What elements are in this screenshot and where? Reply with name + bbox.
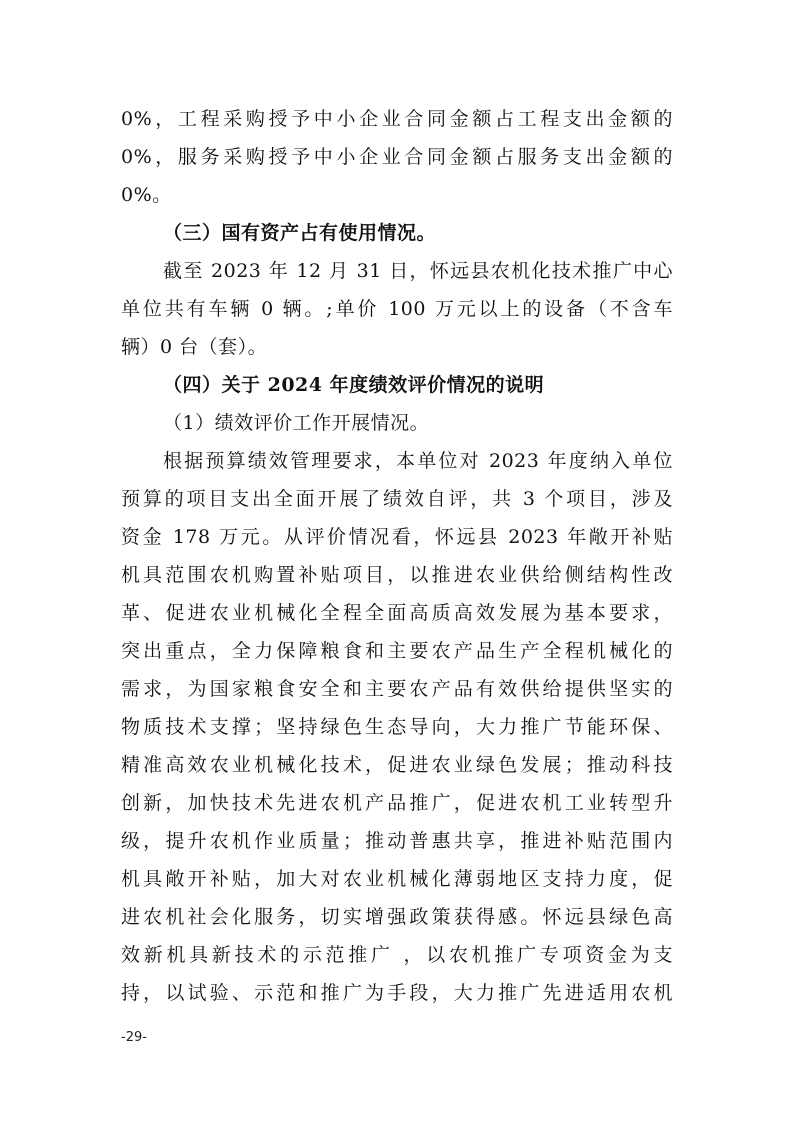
body-text-line: 需求，为国家粮食安全和主要农产品有效供给提供坚实的 bbox=[121, 678, 673, 700]
body-text-line: 持，以试验、示范和推广为手段，大力推广先进适用农机 bbox=[121, 982, 673, 1004]
body-text-line: 单位共有车辆 0 辆。;单价 100 万元以上的设备（不含车 bbox=[121, 298, 673, 320]
body-text-line: 效新机具新技术的示范推广 ，以农机推广专项资金为支 bbox=[121, 944, 673, 966]
page-number: -29- bbox=[121, 1030, 147, 1045]
body-text-line: 突出重点，全力保障粮食和主要农产品生产全程机械化的 bbox=[121, 640, 673, 662]
sub-heading: （1）绩效评价工作开展情况。 bbox=[163, 412, 430, 434]
body-text-line: 0%，工程采购授予中小企业合同金额占工程支出金额的 bbox=[121, 108, 673, 130]
body-text-line: 截至 2023 年 12 月 31 日，怀远县农机化技术推广中心 bbox=[163, 260, 673, 282]
body-text-line: 辆）0 台（套）。 bbox=[121, 336, 268, 358]
body-text-line: 创新，加快技术先进农机产品推广，促进农机工业转型升 bbox=[121, 792, 673, 814]
body-text-line: 机具范围农机购置补贴项目，以推进农业供给侧结构性改 bbox=[121, 564, 673, 586]
body-text-line: 物质技术支撑；坚持绿色生态导向，大力推广节能环保、 bbox=[121, 716, 673, 738]
body-text-line: 级，提升农机作业质量；推动普惠共享，推进补贴范围内 bbox=[121, 830, 673, 852]
body-text-line: 精准高效农业机械化技术，促进农业绿色发展；推动科技 bbox=[121, 754, 673, 776]
section-heading: （三）国有资产占有使用情况。 bbox=[163, 222, 437, 244]
body-text-line: 预算的项目支出全面开展了绩效自评，共 3 个项目，涉及 bbox=[121, 488, 673, 510]
body-text-line: 0%。 bbox=[121, 184, 172, 206]
body-text-line: 0%，服务采购授予中小企业合同金额占服务支出金额的 bbox=[121, 146, 673, 168]
body-text-line: 进农机社会化服务，切实增强政策获得感。怀远县绿色高 bbox=[121, 906, 673, 928]
section-heading: （四）关于 2024 年度绩效评价情况的说明 bbox=[163, 374, 545, 396]
body-text-line: 革、促进农业机械化全程全面高质高效发展为基本要求， bbox=[121, 602, 673, 624]
body-text-line: 机具敞开补贴，加大对农业机械化薄弱地区支持力度，促 bbox=[121, 868, 673, 890]
body-text-line: 根据预算绩效管理要求，本单位对 2023 年度纳入单位 bbox=[163, 450, 673, 472]
body-text-line: 资金 178 万元。从评价情况看，怀远县 2023 年敞开补贴 bbox=[121, 526, 673, 548]
